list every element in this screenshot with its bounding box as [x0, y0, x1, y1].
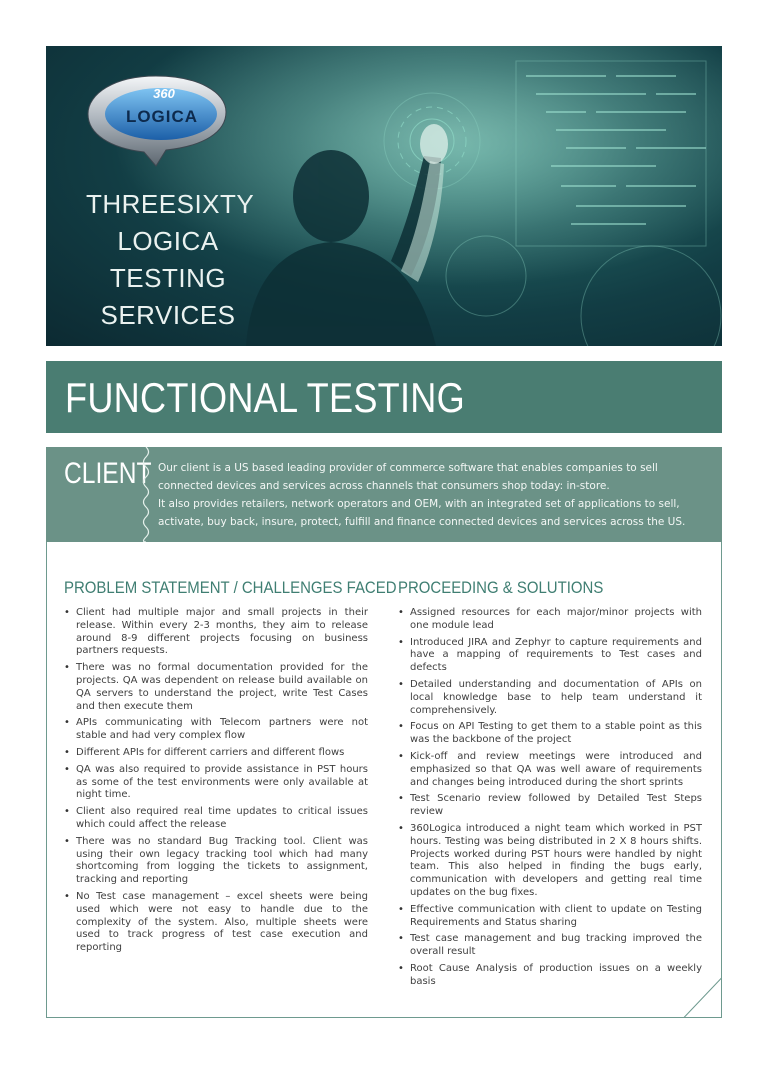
list-item: • Client also required real time updates to critical issues which could affect the release	[64, 806, 368, 832]
solutions-list	[398, 607, 702, 989]
hero-title-line: THREESIXTY	[86, 189, 255, 219]
list-item: • No Test case management – excel sheets were being used which were not easy to handle due to the complexity of the system. Also, multiple sheets were used to track progress of test case execution and reporting	[64, 891, 368, 955]
client-paragraph: Our client is a US based leading provider of commerce software that enables companies to sell connected devices and services across channels that consumers shop today: in-store.	[158, 462, 658, 492]
wavy-divider	[139, 447, 153, 542]
list-item: • Test Scenario review followed by Detailed Test Steps review	[398, 793, 702, 819]
hero-title	[86, 186, 255, 334]
client-label: CLIENT	[64, 457, 152, 490]
list-item: • Root Cause Analysis of production issues on a weekly basis	[398, 963, 702, 989]
svg-text:360: 360	[153, 86, 175, 101]
list-item: • Assigned resources for each major/minor projects with one module lead	[398, 607, 702, 633]
problem-list	[64, 607, 368, 955]
list-item: • Test case management and bug tracking improved the overall result	[398, 933, 702, 959]
client-paragraph: It also provides retailers, network operators and OEM, with an integrated set of applications to sell, activate, buy back, insure, protect, fulfill and finance connected devices and services across the US.	[158, 498, 686, 528]
list-item: • Kick-off and review meetings were introduced and emphasized so that QA was well aware of requirements and changes being introduced during the short sprints	[398, 751, 702, 789]
problem-statement-column	[64, 578, 397, 959]
list-item: • Client had multiple major and small projects in their release. Within every 2-3 months, they aim to release around 8-9 different projects focusing on business partners requests.	[64, 607, 368, 658]
hero-banner	[46, 46, 722, 346]
list-item: • Introduced JIRA and Zephyr to capture requirements and have a mapping of requirements to Test cases and defects	[398, 637, 702, 675]
client-description	[158, 459, 708, 531]
list-item: • Effective communication with client to update on Testing Requirements and Status sharing	[398, 904, 702, 930]
solutions-heading: PROCEEDING & SOLUTIONS	[398, 578, 604, 597]
page-title: FUNCTIONAL TESTING	[65, 374, 465, 421]
client-section	[46, 447, 722, 542]
hero-title-line: LOGICA TESTING	[109, 226, 227, 293]
hero-title-line: SERVICES	[100, 300, 236, 330]
list-item: • APIs communicating with Telecom partners were not stable and had very complex flow	[64, 717, 368, 743]
list-item: • Focus on API Testing to get them to a stable point as this was the backbone of the project	[398, 721, 702, 747]
list-item: • Different APIs for different carriers and different flows	[64, 747, 368, 760]
svg-text:LOGICA: LOGICA	[125, 107, 199, 126]
list-item: • There was no standard Bug Tracking tool. Client was using their own legacy tracking tool which had many shortcoming from logging the tickets to assignment, tracking and reporting	[64, 836, 368, 887]
problem-heading: PROBLEM STATEMENT / CHALLENGES FACED	[64, 578, 397, 597]
company-logo	[86, 72, 236, 168]
list-item: • Detailed understanding and documentation of APIs on local knowledge base to help team understand it comprehensively.	[398, 679, 702, 717]
list-item: • QA was also required to provide assistance in PST hours as some of the test environments were only available at night time.	[64, 764, 368, 802]
list-item: • 360Logica introduced a night team which worked in PST hours. Testing was being distributed in 2 X 8 hours shifts. Projects worked during PST hours were handled by night team. This also helped in finding the bugs early, communication with developers and getting real time updates on the bug fixes.	[398, 823, 702, 900]
list-item: • There was no formal documentation provided for the projects. QA was dependent on release build available on QA servers to understand the project, write Test Cases and then execute them	[64, 662, 368, 713]
solutions-column	[398, 578, 702, 993]
title-banner	[46, 361, 722, 433]
